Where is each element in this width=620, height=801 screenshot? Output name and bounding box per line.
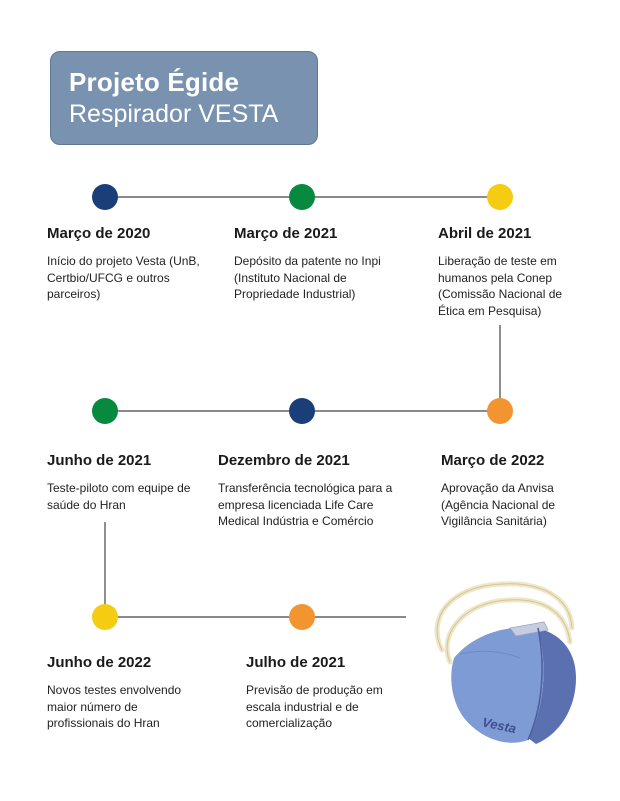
title-sub: Respirador VESTA [69, 100, 279, 128]
event-desc: Previsão de produção em escala industrial e de comercialização [246, 683, 383, 730]
event-date: Abril de 2021 [438, 225, 532, 242]
event-desc: Transferência tecnológica para a empresa licenciada Life Care Medical Indústria e Comércio [218, 481, 393, 528]
event-desc: Teste-piloto com equipe de saúde do Hran [47, 481, 191, 512]
event-desc: Depósito da patente no Inpi (Instituto Nacional de Propriedade Industrial) [234, 254, 381, 301]
event-8 [246, 653, 396, 732]
event-date: Março de 2020 [47, 225, 151, 242]
event-date: Junho de 2021 [47, 452, 152, 469]
event-dot-5 [289, 398, 315, 424]
event-date: Dezembro de 2021 [218, 452, 350, 469]
event-1 [47, 224, 207, 303]
event-6 [441, 451, 586, 530]
event-date: Junho de 2022 [47, 654, 152, 671]
event-2 [234, 224, 404, 303]
event-desc: Aprovação da Anvisa (Agência Nacional de Vigilância Sanitária) [441, 481, 556, 528]
event-dot-1 [92, 184, 118, 210]
event-desc: Liberação de teste em humanos pela Conep (Comissão Nacional de Ética em Pesquisa) [438, 254, 563, 318]
event-dot-3 [487, 184, 513, 210]
event-date: Julho de 2021 [246, 654, 346, 671]
event-dot-6 [487, 398, 513, 424]
event-dot-8 [289, 604, 315, 630]
title-main: Projeto Égide [69, 67, 240, 97]
event-7 [47, 653, 207, 732]
event-dot-4 [92, 398, 118, 424]
mask-brand: Vesta [480, 714, 518, 737]
event-3 [438, 224, 588, 319]
event-date: Março de 2022 [441, 452, 545, 469]
event-5 [218, 451, 403, 530]
event-date: Março de 2021 [234, 225, 338, 242]
event-desc: Novos testes envolvendo maior número de profissionais do Hran [47, 683, 182, 730]
event-desc: Início do projeto Vesta (UnB, Certbio/UFCG e outros parceiros) [47, 254, 200, 301]
event-4 [47, 451, 207, 513]
event-dot-2 [289, 184, 315, 210]
event-dot-7 [92, 604, 118, 630]
respirator-mask-icon [420, 578, 590, 778]
